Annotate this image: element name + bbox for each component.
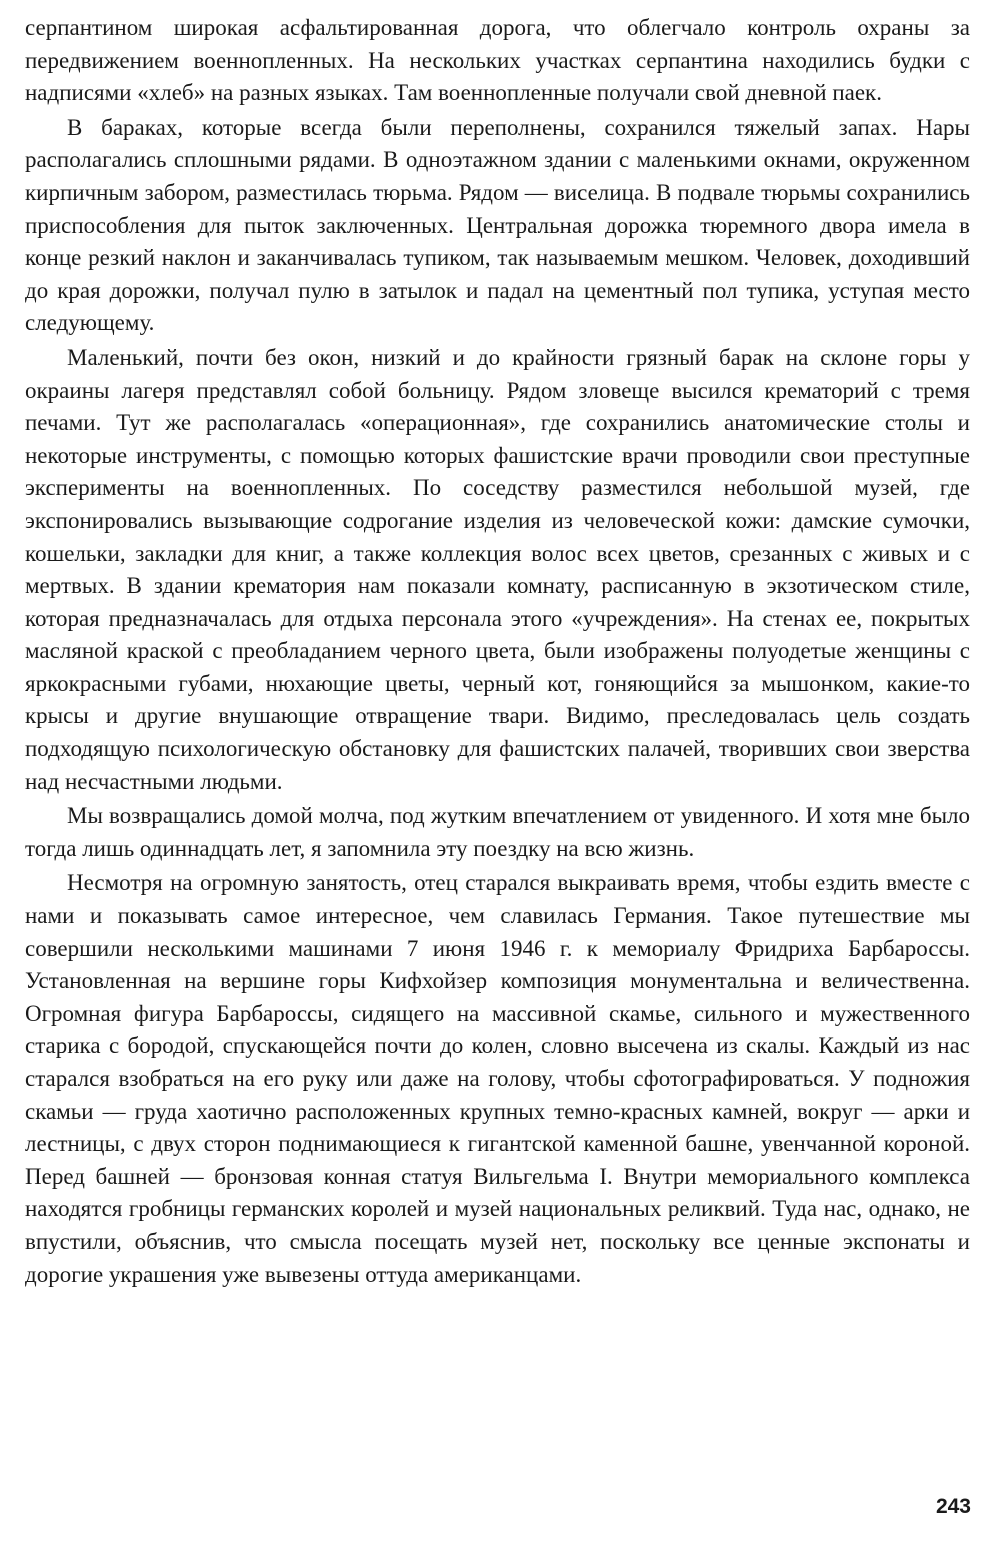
paragraph-return-home: Мы возвращались домой молча, под жутким впечатлением от увиденного. И хотя мне было тогда лишь одиннадцать лет, я запомнила эту поездку на всю жизнь. <box>25 803 970 861</box>
body-text <box>25 12 970 1291</box>
book-page <box>25 12 970 1542</box>
paragraph-barracks-prison: В бараках, которые всегда были переполнены, сохранился тяжелый запах. Нары располагались сплошными рядами. В одноэтажном здании с маленькими окнами, окруженном кирпичным забором, разместилась тюрьма. Рядом — виселица. В подвале тюрьмы сохранились приспособления для пыток заключенных. Центральная дорожка тюремного двора имела в конце резкий наклон и заканчивалась тупиком, так называемым мешком. Человек, доходивший до края дорожки, получал пулю в затылок и падал на цементный пол тупика, уступая место следующему. <box>25 114 970 336</box>
page-number: 243 <box>935 1495 971 1518</box>
paragraph-barbarossa-memorial: Несмотря на огромную занятость, отец старался выкраивать время, чтобы ездить вместе с нами и показывать самое интересное, чем славилась Германия. Такое путешествие мы совершили несколькими машинами 7 июня 1946 г. к мемориалу Фридриха Барбароссы. Установленная на вершине горы Кифхойзер композиция монументальна и величественна. Огромная фигура Барбароссы, сидящего на массивной скамье, сильного и мужественного старика с бородой, спускающейся почти до колен, словно высечена из скалы. Каждый из нас старался взобраться на его руку или даже на голову, чтобы сфотографироваться. У подножия скамьи — груда хаотично расположенных крупных темно-красных камней, вокруг — арки и лестницы, с двух сторон поднимающиеся к гигантской каменной башне, увенчанной короной. Перед башней — бронзовая конная статуя Вильгельма I. Внутри мемориального комплекса находятся гробницы германских королей и музей национальных реликвий. Туда нас, однако, не впустили, объяснив, что смысла посещать музей нет, поскольку все ценные экспонаты и дорогие украшения уже вывезены оттуда американцами. <box>25 870 970 1287</box>
paragraph-continued: серпантином широкая асфальтированная дорога, что облегчало контроль охраны за передвижением военнопленных. На нескольких участках серпантина находились будки с надписями «хлеб» на разных языках. Там военнопленные получали свой дневной паек. <box>25 15 970 106</box>
paragraph-hospital-crematorium: Маленький, почти без окон, низкий и до крайности грязный барак на склоне горы у окраины лагеря представлял собой больницу. Рядом зловеще высился крематорий с тремя печами. Тут же располагалась «операционная», где сохранились анатомические столы и некоторые инструменты, с помощью которых фашистские врачи проводили свои преступные эксперименты на военнопленных. По соседству разместился небольшой музей, где экспонировались вызывающие содрогание изделия из человеческой кожи: дамские сумочки, кошельки, закладки для книг, а также коллекция волос всех цветов, срезанных с живых и с мертвых. В здании крематория нам показали комнату, расписанную в экзотическом стиле, которая предназначалась для отдыха персонала этого «учреждения». На стенах ее, покрытых масляной краской с преобладанием черного цвета, были изображены полуодетые женщины с яркокрасными губами, нюхающие цветы, черный кот, гоняющийся за мышонком, какие-то крысы и другие внушающие отвращение твари. Видимо, преследовалась цель создать подходящую психологическую обстановку для фашистских палачей, творивших свои зверства над несчастными людьми. <box>25 344 970 794</box>
